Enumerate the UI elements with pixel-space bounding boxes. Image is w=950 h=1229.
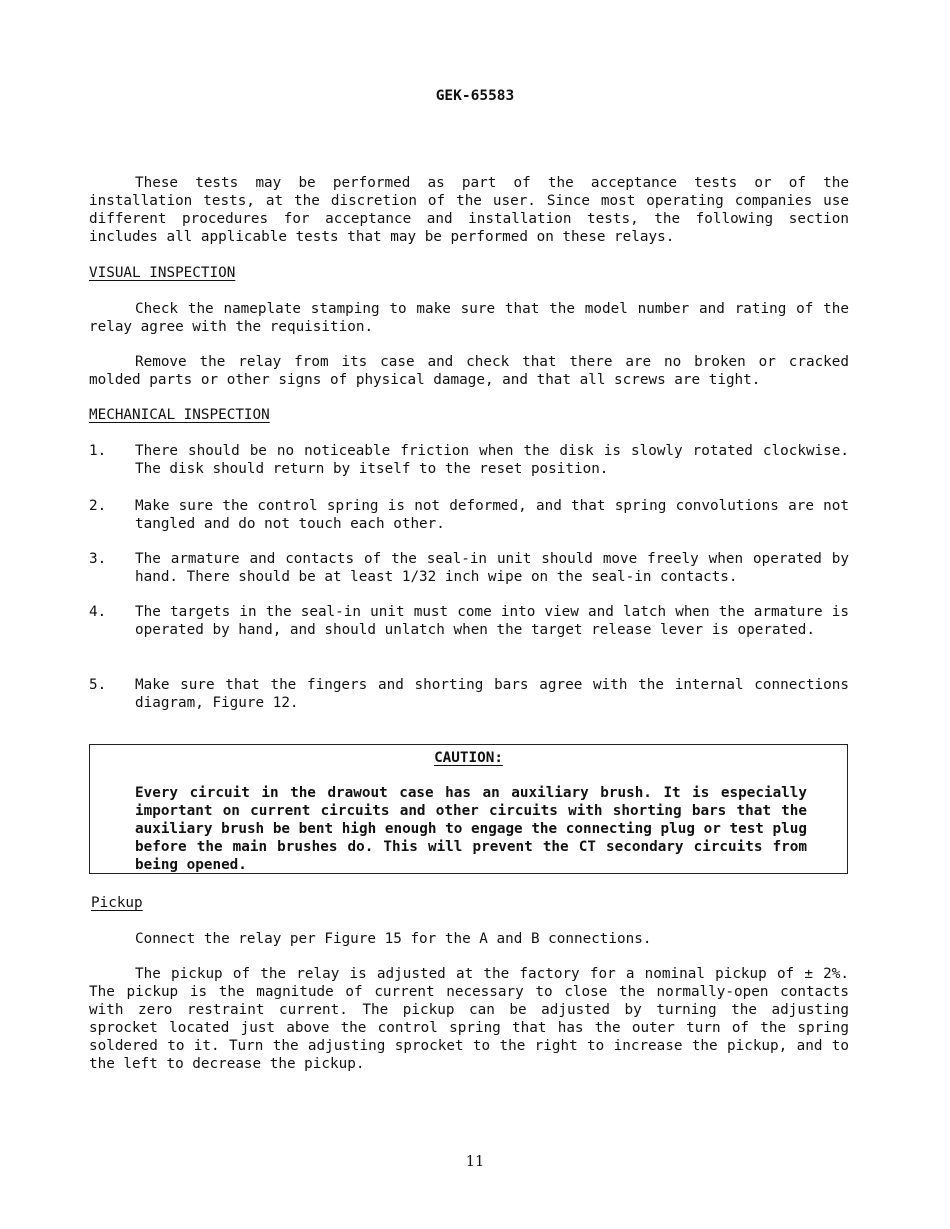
list-item-number: 2. (89, 498, 107, 514)
list-item-text: The targets in the seal-in unit must come into view and latch when the armature is operated by hand, and should unlatch when the target release lever is operated. (135, 604, 849, 638)
list-item (89, 497, 849, 533)
list-item-number: 4. (89, 604, 107, 620)
visual-inspection-heading: VISUAL INSPECTION (89, 265, 236, 281)
visual-paragraph-2: Remove the relay from its case and check that there are no broken or cracked molded parts or other signs of physical damage, and that all screws are tight. (89, 354, 849, 388)
list-item-text: Make sure the control spring is not deformed, and that spring convolutions are not tangled and do not touch each other. (135, 498, 849, 532)
mechanical-inspection-heading: MECHANICAL INSPECTION (89, 407, 270, 423)
list-item-number: 1. (89, 443, 107, 459)
list-item (89, 442, 849, 478)
visual-paragraph-1: Check the nameplate stamping to make sure that the model number and rating of the relay agree with the requisition. (89, 301, 849, 335)
list-item-text: The armature and contacts of the seal-in unit should move freely when operated by hand. There should be at least 1/32 inch wipe on the seal-in contacts. (135, 551, 849, 585)
pickup-paragraph-2: The pickup of the relay is adjusted at the factory for a nominal pickup of ± 2%. The pickup is the magnitude of current necessary to close the normally-open contacts with zero restraint current. The pickup can be adjusted by turning the adjusting sprocket located just above the control spring that has the outer turn of the spring soldered to it. Turn the adjusting sprocket to the right to increase the pickup, and to the left to decrease the pickup. (89, 966, 849, 1072)
list-item (89, 603, 849, 639)
caution-box (89, 744, 848, 874)
document-id: GEK-65583 (435, 88, 515, 104)
intro-paragraph: These tests may be performed as part of the acceptance tests or of the installation tests, at the discretion of the user. Since most operating companies use different procedures for acceptance and installation tests, the following section includes all applicable tests that may be performed on these relays. (89, 175, 849, 245)
caution-text: Every circuit in the drawout case has an auxiliary brush. It is especially important on current circuits and other circuits with shorting bars that the auxiliary brush be bent high enough to engage the connecting plug or test plug before the main brushes do. This will prevent the CT secondary circuits from being opened. (135, 785, 807, 873)
list-item-number: 5. (89, 677, 107, 693)
caution-title: CAUTION: (434, 750, 503, 766)
page-number: 11 (465, 1154, 485, 1170)
pickup-heading: Pickup (91, 895, 143, 911)
list-item-text: There should be no noticeable friction when the disk is slowly rotated clockwise. The disk should return by itself to the reset position. (135, 443, 849, 477)
list-item (89, 676, 849, 712)
pickup-paragraph-1: Connect the relay per Figure 15 for the A and B connections. (135, 931, 652, 947)
list-item (89, 550, 849, 586)
list-item-number: 3. (89, 551, 107, 567)
list-item-text: Make sure that the fingers and shorting bars agree with the internal connections diagram, Figure 12. (135, 677, 849, 711)
